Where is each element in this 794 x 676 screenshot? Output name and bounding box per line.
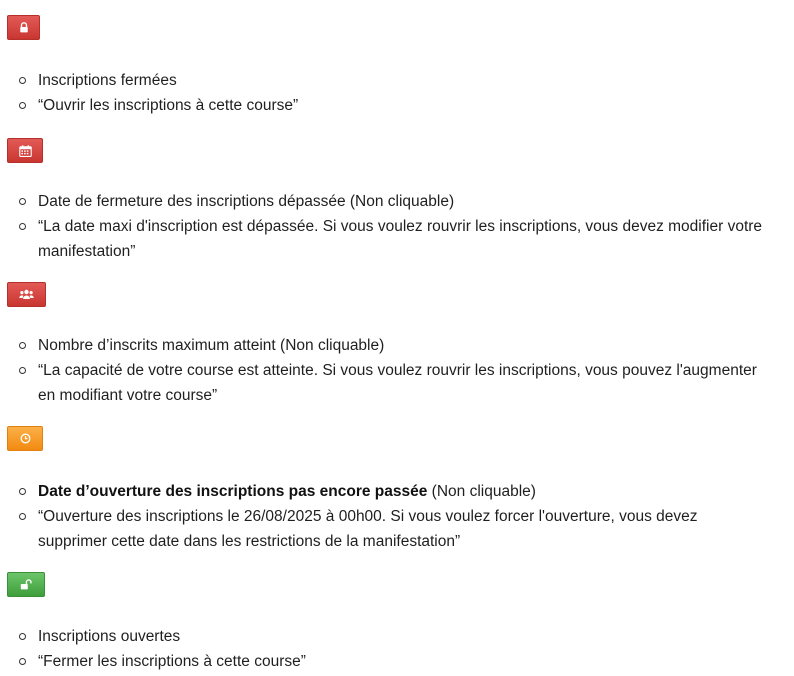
list-item [0,68,794,93]
open-registration-list [0,624,794,674]
closed-registration-badge[interactable] [7,15,40,40]
list-item [0,333,794,358]
action-tooltip: “Ouvrir les inscriptions à cette course” [38,97,299,114]
list-item [0,93,794,118]
date-passed-list [0,189,794,264]
list-item [0,358,794,408]
users-icon [19,289,34,300]
list-item [0,624,794,649]
action-tooltip: “La capacité de votre course est atteinte. Si vous voulez rouvrir les inscriptions, vous pouvez l'augmenter en modifiant votre course” [38,362,757,404]
list-item [0,479,794,504]
open-registration-badge[interactable] [7,572,45,597]
lock-icon [19,22,29,33]
list-item [0,504,794,554]
status-description: Inscriptions ouvertes [38,628,181,645]
status-description: Nombre d’inscrits maximum atteint (Non cliquable) [38,337,385,354]
date-passed-badge [7,138,43,163]
clock-icon [20,433,31,444]
max-capacity-badge [7,282,46,307]
list-item [0,189,794,214]
status-description: Date de fermeture des inscriptions dépassée (Non cliquable) [38,193,455,210]
closed-registration-list [0,68,794,118]
calendar-icon [19,145,32,157]
action-tooltip: “La date maxi d'inscription est dépassée. Si vous voulez rouvrir les inscriptions, vous devez modifier votre manifestation” [38,218,763,260]
opening-date-pending-badge [7,426,43,451]
status-description-suffix: (Non cliquable) [427,483,536,500]
unlock-icon [20,579,32,590]
action-tooltip: “Fermer les inscriptions à cette course” [38,653,306,670]
status-description-bold: Date d’ouverture des inscriptions pas encore passée [38,483,428,500]
action-tooltip: “Ouverture des inscriptions le 26/08/2025 à 00h00. Si vous voulez forcer l'ouverture, vous devez supprimer cette date dans les restrictions de la manifestation” [38,508,698,550]
opening-date-pending-list [0,479,794,554]
list-item [0,649,794,674]
max-capacity-list [0,333,794,408]
list-item [0,214,794,264]
status-description: Inscriptions fermées [38,72,177,89]
